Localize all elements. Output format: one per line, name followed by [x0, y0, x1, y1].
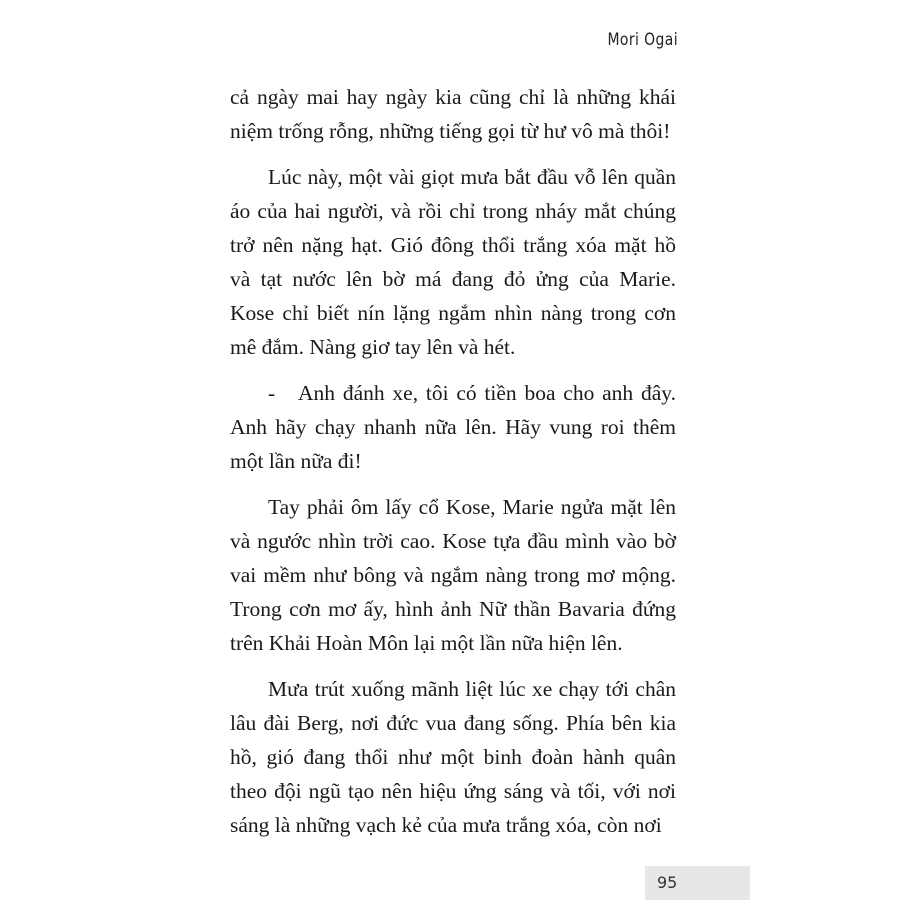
dialogue-text: Anh đánh xe, tôi có tiền boa cho anh đây. Anh hãy chạy nhanh nữa lên. Hãy vung roi thêm một lần nữa đi! — [230, 381, 676, 473]
paragraph-continuation: cả ngày mai hay ngày kia cũng chỉ là những khái niệm trống rỗng, những tiếng gọi từ hư vô mà thôi! — [230, 85, 676, 143]
paragraph: Mưa trút xuống mãnh liệt lúc xe chạy tới chân lâu đài Berg, nơi đức vua đang sống. Phía bên kia hồ, gió đang thổi như một binh đoàn hành quân theo đội ngũ tạo nên hiệu ứng sáng và tối, với nơi sáng là những vạch kẻ của mưa trắng xóa, còn nơi — [230, 677, 676, 837]
dialogue-dash: - — [268, 381, 276, 405]
paragraph: Lúc này, một vài giọt mưa bắt đầu vỗ lên quần áo của hai người, và rồi chỉ trong nháy mắt chúng trở nên nặng hạt. Gió đông thổi trắng xóa mặt hồ và tạt nước lên bờ má đang đỏ ửng của Marie. Kose chỉ biết nín lặng ngắm nhìn nàng trong cơn mê đắm. Nàng giơ tay lên và hét. — [230, 165, 676, 359]
page-number-box — [645, 866, 750, 900]
paragraph: Tay phải ôm lấy cổ Kose, Marie ngửa mặt lên và ngước nhìn trời cao. Kose tựa đầu mình vào bờ vai mềm như bông và ngắm nàng trong mơ mộng. Trong cơn mơ ấy, hình ảnh Nữ thần Bavaria đứng trên Khải Hoàn Môn lại một lần nữa hiện lên. — [230, 495, 676, 655]
running-head-author: Mori Ogai — [607, 30, 678, 50]
dialogue-paragraph — [230, 376, 676, 478]
body-text — [230, 80, 676, 854]
page-number: 95 — [657, 873, 678, 892]
